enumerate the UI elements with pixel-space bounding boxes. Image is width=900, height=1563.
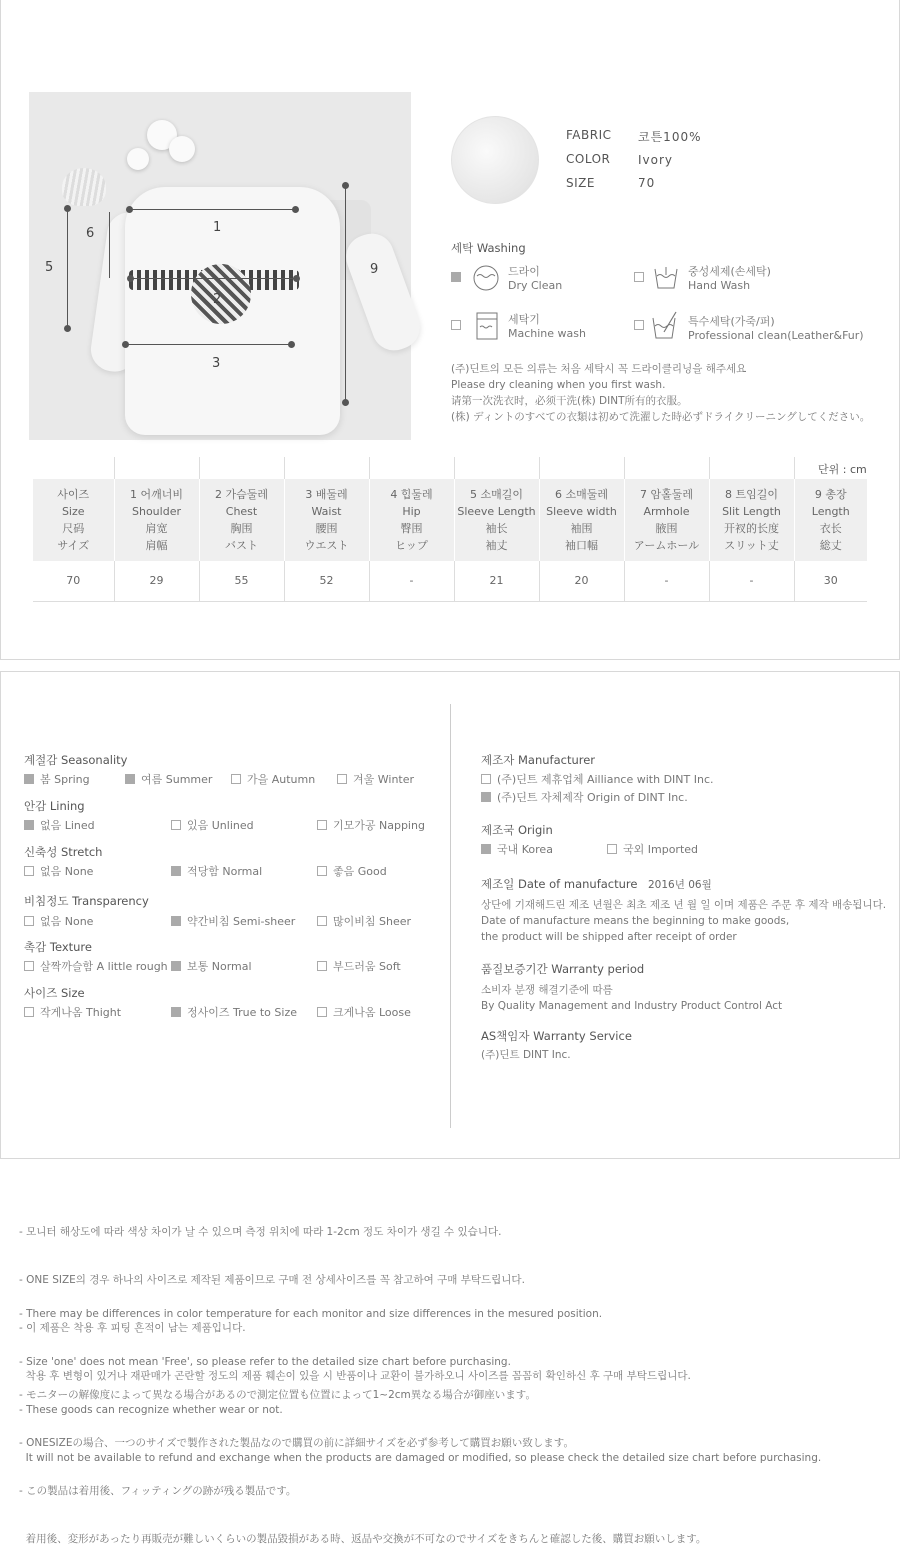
hand-wash-icon [652,264,680,292]
option-winter: 겨울 Winter [337,771,414,787]
checkbox [317,916,327,926]
manufacture-date-info: 상단에 기재해드린 제조 년월은 최초 제조 년 월 일 이며 제품은 주문 후 제작 배송됩니다. Date of manufacture means the beginning to make goods, the product will be shipped after receipt of order [481,899,887,943]
product-photo [29,92,411,440]
notes-japanese: - モニターの解像度によって異なる場合があるので測定位置も位置によって1~2cm異なる場合が御座います。 - ONESIZEの場合、一つのサイズで製作された製品なので購買の前に詳細サイズを必ず参考して購買お願い致します。 - この製品は着用後、フィッティングの跡が残る製品です。 着用後、変形があったり再販売が難しいくらいの製品毀損がある時、返品や交換が不可なのでサイズをきちんと確認した後、購買お願いします。 [19,1389,707,1545]
option-true-to-size: 정사이즈 True to Size [171,1004,297,1020]
checkbox [24,961,34,971]
notes-english: - There may be differences in color temperature for each monitor and size differences in the mesured position. - Size 'one' does not mean 'Free', so please refer to the detailed size chart before purchasing. - These goods can recognize whether wear or not. It will not be available to refund and exchange when the products are damaged or modified, so please check the detailed size chart before purchasing. [19,1308,822,1464]
checkbox [481,774,491,784]
dimension-line-shoulder [129,209,297,210]
checkbox-dry-clean [451,272,461,282]
table-cell: 21 [454,561,539,601]
checkbox [24,774,34,784]
option-rough: 살짝까슬함 A little rough [24,958,168,974]
fabric-swatch [451,116,539,204]
header-cell: 1 어깨너비 Shoulder 肩宽 肩幅 [114,479,199,561]
table-cell: - [624,561,709,601]
seashell-prop [62,168,106,206]
checkbox-hand-wash [634,272,644,282]
checkbox [231,774,241,784]
dimension-dot [64,205,71,212]
checkbox [24,1007,34,1017]
machine-wash-label: 세탁기 Machine wash [508,313,586,340]
warranty-period-title: 품질보증기간 Warranty period [481,962,645,976]
professional-clean-icon [650,310,680,342]
checkbox [317,961,327,971]
table-cell: 55 [199,561,284,601]
header-cell: 2 가슴둘레 Chest 胸围 バスト [199,479,284,561]
dimension-dot [64,325,71,332]
checkbox [24,916,34,926]
cotton-flower-prop [169,136,195,162]
option-napping: 기모가공 Napping [317,817,425,833]
notes-korean: - 모니터 해상도에 따라 색상 차이가 날 수 있으며 측정 위치에 따라 1-2cm 정도 차이가 생길 수 있습니다. - ONE SIZE의 경우 하나의 사이즈로 제작된 제품이므로 구매 전 상세사이즈를 꼭 참고하여 구매 부탁드립니다. - 이 제품은 착용 후 피팅 흔적이 남는 제품입니다. 착용 후 변형이 있거나 재판매가 곤란할 정도의 제품 훼손이 있을 시 반품이나 교환이 불가하오니 사이즈를 꼼꼼히 확인하신 후 구매 부탁드립니다. [19,1226,691,1382]
option-stretch-none: 없음 None [24,863,93,879]
option-semi-sheer: 약간비침 Semi-sheer [171,913,295,929]
table-tick [454,457,455,479]
washing-title: 세탁 Washing [451,241,526,255]
size-value: 70 [638,176,656,190]
origin-title: 제조국 Origin [481,823,553,837]
size-table [33,479,867,602]
fabric-value: 코튼100% [638,130,702,144]
size-table-header [33,479,867,561]
machine-wash-icon [474,311,500,341]
stretch-title: 신축성 Stretch [24,845,103,859]
washing-notes: (주)딘트의 모든 의류는 처음 세탁시 꼭 드라이클리닝을 해주세요 Please dry cleaning when you first wash. 请第一次洗衣时，必须干洗(株) DINT所有的衣服。 (株) ディントのすべての衣類は初めて洗濯した時必ずドライクリーニングしてください。 [451,363,871,423]
checkbox [24,866,34,876]
dimension-dot [342,182,349,189]
dimension-number-9: 9 [370,262,379,277]
cotton-flower-prop [127,148,149,170]
checkbox [317,820,327,830]
dimension-line-sleeve-length [67,209,68,329]
dry-clean-icon [472,264,500,292]
option-loose: 크게나옴 Loose [317,1004,411,1020]
option-sheer: 많이비침 Sheer [317,913,411,929]
header-cell: 5 소매길이 Sleeve Length 袖长 袖丈 [454,479,539,561]
checkbox [607,844,617,854]
dimension-dot [127,275,134,282]
table-tick [794,457,795,479]
seasonality-title: 계절감 Seasonality [24,753,128,767]
lining-title: 안감 Lining [24,799,85,813]
dry-clean-label: 드라이 Dry Clean [508,265,563,292]
table-tick [369,457,370,479]
table-cell: 20 [539,561,624,601]
checkbox [171,961,181,971]
warranty-service-info: (주)딘트 DINT Inc. [481,1049,571,1061]
header-cell: 7 암홀둘레 Armhole 腋围 アームホール [624,479,709,561]
option-unlined: 있음 Unlined [171,817,254,833]
dimension-line-waist [125,344,293,345]
manufacture-date-value: 2016년 06월 [648,879,712,891]
hand-wash-label: 중성세제(손세탁) Hand Wash [688,265,771,292]
option-alliance: (주)딘트 제휴업체 Ailliance with DINT Inc. [481,771,714,787]
table-cell: - [709,561,794,601]
dimension-line-chest [130,278,298,279]
option-imported: 국외 Imported [607,841,698,857]
unit-label: 단위 : cm [818,463,867,476]
checkbox [481,792,491,802]
dimension-dot [293,275,300,282]
professional-clean-label: 특수세탁(가죽/퍼) Professional clean(Leather&Fur) [688,315,864,342]
checkbox [171,916,181,926]
table-row [33,561,867,601]
table-tick [284,457,285,479]
manufacture-date-title: 제조일 Date of manufacture [481,877,638,891]
manufacturer-title: 제조자 Manufacturer [481,753,596,767]
checkbox [171,820,181,830]
option-spring: 봄 Spring [24,771,90,787]
dimension-dot [292,206,299,213]
warranty-service-title: AS책임자 Warranty Service [481,1029,632,1043]
checkbox [171,866,181,876]
dimension-dot [342,399,349,406]
transparency-title: 비침정도 Transparency [24,894,149,908]
option-tight: 작게나옴 Thight [24,1004,121,1020]
texture-title: 촉감 Texture [24,940,92,954]
dimension-number-5: 5 [45,260,54,275]
option-transparency-none: 없음 None [24,913,93,929]
option-stretch-normal: 적당함 Normal [171,863,262,879]
option-origin-dint: (주)딘트 자체제작 Origin of DINT Inc. [481,789,688,805]
header-cell: 4 힙둘레 Hip 臀围 ヒップ [369,479,454,561]
table-tick [709,457,710,479]
dimension-dot [288,341,295,348]
fabric-label: FABRIC [566,128,612,142]
dimension-line-sleeve-width [109,212,110,278]
table-cell: 29 [114,561,199,601]
checkbox [317,1007,327,1017]
header-cell: 3 배둘레 Waist 腰围 ウエスト [284,479,369,561]
option-texture-normal: 보통 Normal [171,958,252,974]
table-tick [199,457,200,479]
dimension-number-1: 1 [213,220,222,235]
table-cell: 30 [794,561,867,601]
color-value: Ivory [638,153,674,167]
header-cell: 8 트임길이 Slit Length 开衩的长度 スリット丈 [709,479,794,561]
dimension-line-length [345,186,346,404]
option-soft: 부드러움 Soft [317,958,401,974]
checkbox-professional-clean [634,320,644,330]
header-cell: 6 소매둘레 Sleeve width 袖围 袖口幅 [539,479,624,561]
table-cell: - [369,561,454,601]
checkbox [171,1007,181,1017]
fit-title: 사이즈 Size [24,986,85,1000]
header-cell: 사이즈 Size 尺码 サイズ [33,479,114,561]
color-label: COLOR [566,152,611,166]
table-tick [539,457,540,479]
option-korea: 국내 Korea [481,841,553,857]
checkbox [317,866,327,876]
option-summer: 여름 Summer [125,771,212,787]
column-divider [450,704,451,1128]
option-autumn: 가을 Autumn [231,771,315,787]
option-lined: 없음 Lined [24,817,95,833]
table-tick [114,457,115,479]
dimension-number-2: 2 [213,292,222,307]
size-label: SIZE [566,176,595,190]
warranty-period-info: 소비자 분쟁 해결기준에 따름 By Quality Management and Industry Product Control Act [481,984,783,1012]
header-cell: 9 총장 Length 衣长 総丈 [794,479,867,561]
dimension-number-6: 6 [86,226,95,241]
option-stretch-good: 좋음 Good [317,863,387,879]
table-cell: 52 [284,561,369,601]
dimension-dot [122,341,129,348]
checkbox [337,774,347,784]
table-cell: 70 [33,561,114,601]
checkbox [481,844,491,854]
checkbox [24,820,34,830]
checkbox [125,774,135,784]
table-tick [624,457,625,479]
checkbox-machine-wash [451,320,461,330]
dimension-number-3: 3 [212,356,221,371]
dimension-dot [126,206,133,213]
